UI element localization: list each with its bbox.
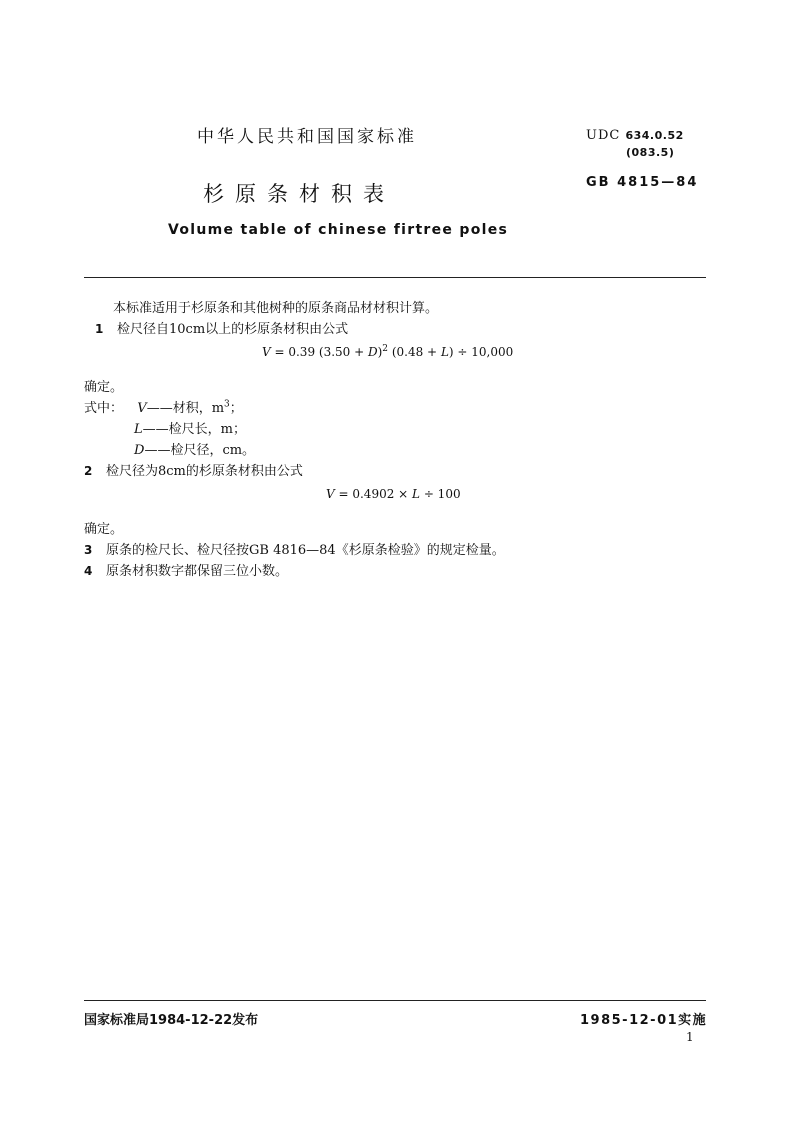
udc-sub-code: (083.5) <box>626 146 675 159</box>
gb-standard-code: GB 4815—84 <box>586 175 699 190</box>
clause-1-text: 检尺径自10cm以上的杉原条材积由公式 <box>117 322 349 337</box>
determine-1: 确定。 <box>84 380 124 395</box>
clause-3-number: 3 <box>84 543 93 557</box>
where-line-v <box>84 397 243 416</box>
clause-2-text: 检尺径为8cm的杉原条材积由公式 <box>106 464 303 479</box>
var-l-desc: ——检尺长，m； <box>142 422 246 437</box>
formula-2-l: L <box>412 487 420 501</box>
formula-1-d: D <box>367 345 378 359</box>
clause-4 <box>84 560 288 579</box>
formula-1-part-c: (0.48 + <box>388 345 441 359</box>
var-l: L <box>134 422 143 437</box>
udc-code: 634.0.52 <box>625 129 684 142</box>
clause-1-number: 1 <box>95 322 104 336</box>
clause-1 <box>95 318 348 337</box>
clause-3 <box>84 539 505 558</box>
clause-4-text: 原条材积数字都保留三位小数。 <box>106 564 289 579</box>
determine-2: 确定。 <box>84 522 124 537</box>
issue-date: 国家标准局1984-12-22发布 <box>84 1013 259 1028</box>
formula-1-part-e: ) ÷ 10,000 <box>448 345 514 359</box>
where-line-l <box>134 418 246 437</box>
intro-paragraph: 本标准适用于杉原条和其他树种的原条商品材材积计算。 <box>113 301 439 316</box>
title-english: Volume table of chinese firtree poles <box>168 222 509 238</box>
formula-1-v: V <box>262 345 271 359</box>
formula-2 <box>326 487 461 501</box>
formula-1-part-a: = 0.39 (3.50 + <box>270 345 368 359</box>
var-d-desc: ——检尺径，cm。 <box>144 443 256 458</box>
formula-1-part-b: ) <box>377 345 383 359</box>
udc-classification <box>586 128 684 143</box>
var-d: D <box>134 443 145 458</box>
formula-1-exponent: 2 <box>382 344 389 354</box>
clause-4-number: 4 <box>84 564 93 578</box>
title-chinese: 杉原条材积表 <box>203 182 395 206</box>
effective-date: 1985-12-01实施 <box>580 1013 708 1028</box>
var-v-end: ； <box>229 401 243 416</box>
footer-divider <box>84 1000 706 1001</box>
formula-1-l: L <box>440 345 449 359</box>
formula-2-part-b: ÷ 100 <box>420 487 461 501</box>
header-divider <box>84 277 706 278</box>
clause-3-text: 原条的检尺长、检尺径按GB 4816—84《杉原条检验》的规定检量。 <box>106 543 505 558</box>
page-number: 1 <box>686 1030 694 1044</box>
formula-1 <box>262 344 513 359</box>
var-v-desc: ——材积，m <box>146 401 225 416</box>
where-line-d <box>134 439 255 458</box>
formula-2-v: V <box>326 487 335 501</box>
var-v: V <box>137 401 147 416</box>
clause-2 <box>84 460 303 479</box>
clause-2-number: 2 <box>84 464 93 478</box>
standard-name: 中华人民共和国国家标准 <box>197 127 417 147</box>
formula-2-part-a: = 0.4902 × <box>334 487 413 501</box>
where-label: 式中： <box>84 401 124 416</box>
var-v-exponent: 3 <box>224 399 230 410</box>
udc-label: UDC <box>586 128 621 143</box>
